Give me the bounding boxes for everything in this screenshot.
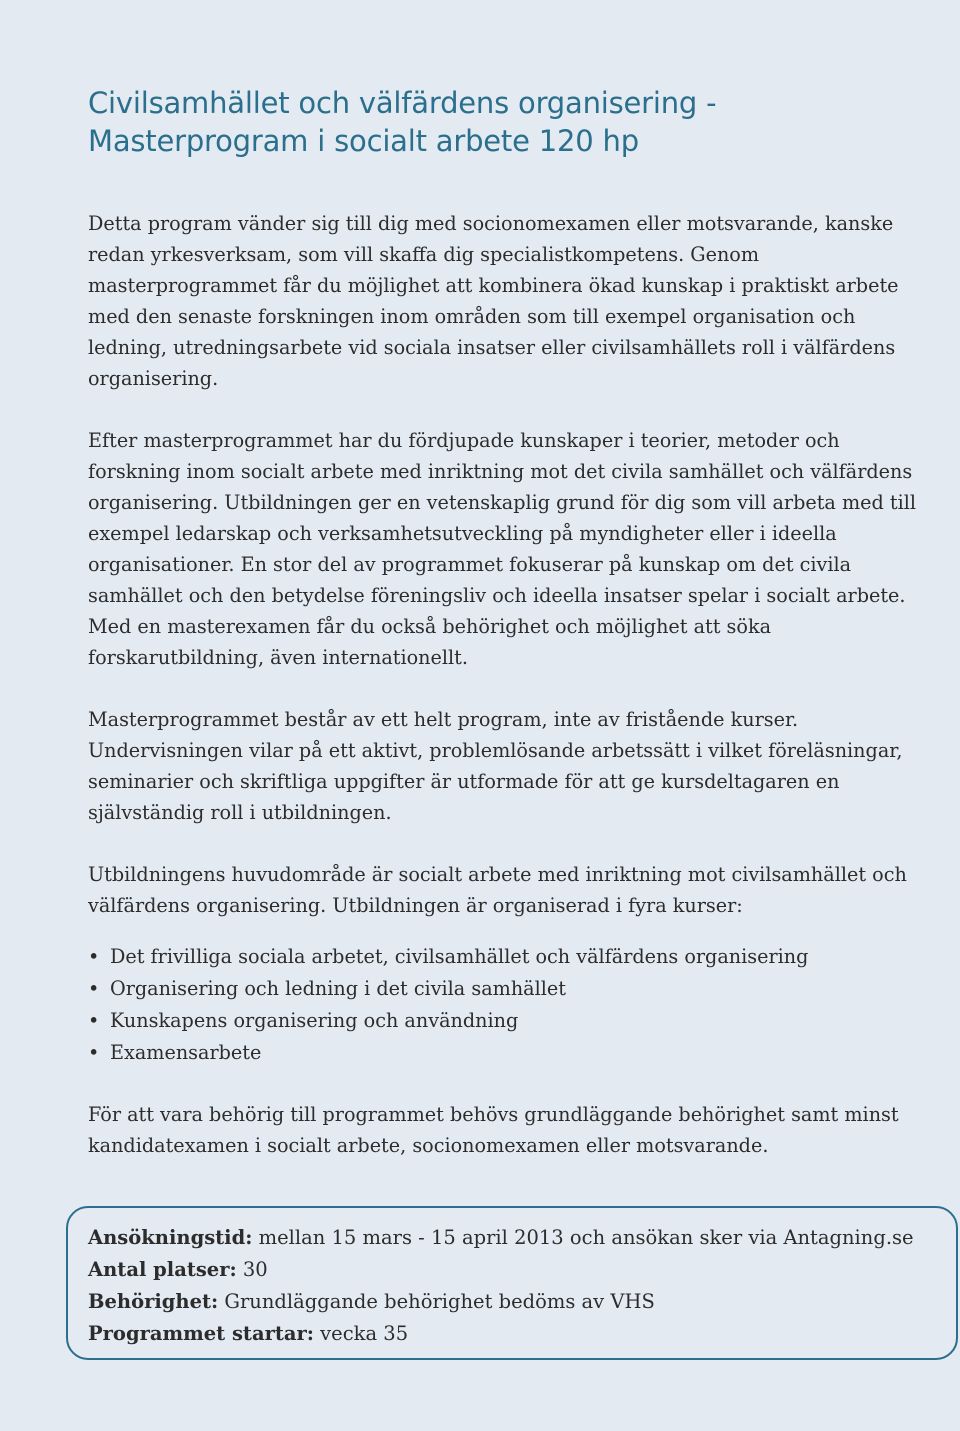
eligibility-paragraph: För att vara behörig till programmet behövs grundläggande behörighet samt minst kandidatexamen i socialt arbete, socionomexamen eller motsvarande. [88,1103,899,1157]
course-title: Organisering och ledning i det civila samhället [110,977,566,1000]
course-title: Kunskapens organisering och användning [110,1009,519,1032]
course-title: Examensarbete [110,1041,262,1064]
application-info-box [66,1206,958,1360]
places-label: Antal platser: [88,1258,237,1281]
page-title [88,84,908,160]
eligibility-row [88,1286,956,1318]
start-row [88,1318,956,1350]
main-field-paragraph: Utbildningens huvudområde är socialt arbete med inriktning mot civilsamhället och välfärdens organisering. Utbildningen är organiserad i fyra kurser: [88,863,907,917]
start-value: vecka 35 [313,1322,409,1345]
title-line-1: Civilsamhället och välfärdens organisering - [88,86,717,120]
bullet-icon: • [88,1009,100,1032]
bullet-icon: • [88,1041,100,1064]
intro-paragraph: Detta program vänder sig till dig med socionomexamen eller motsvarande, kanske redan yrkesverksam, som vill skaffa dig specialistkompetens. Genom masterprogrammet får du möjlighet att kombinera ökad kunskap i praktiskt arbete med den senaste forskningen inom områden som till exempel organisation och ledning, utredningsarbete vid sociala insatser eller civilsamhällets roll i välfärdens organisering. [88,212,899,390]
start-label: Programmet startar: [88,1322,314,1345]
teaching-paragraph: Masterprogrammet består av ett helt program, inte av fristående kurser. Undervisningen vilar på ett aktivt, problemlösande arbetssätt i vilket föreläsningar, seminarier och skriftliga uppgifter är utformade för att ge kursdeltagaren en självständig roll i utbildningen. [88,708,903,824]
outcomes-paragraph: Efter masterprogrammet har du fördjupade kunskaper i teorier, metoder och forskning inom socialt arbete med inriktning mot det civila samhället och välfärdens organisering. Utbildningen ger en vetenskaplig grund för dig som vill arbeta med till exempel ledarskap och verksamhetsutveckling på myndigheter eller i ideella organisationer. En stor del av programmet fokuserar på kunskap om det civila samhället och den betydelse föreningsliv och ideella insatser spelar i socialt arbete. Med en masterexamen får du också behörighet och möjlighet att söka forskarutbildning, även internationellt. [88,429,917,669]
bullet-icon: • [88,977,100,1000]
title-line-2: Masterprogram i socialt arbete 120 hp [88,124,639,158]
places-value: 30 [236,1258,268,1281]
application-period-label: Ansökningstid: [88,1226,253,1249]
course-list-item [88,973,938,1005]
course-list-item [88,1037,938,1069]
eligibility-value: Grundläggande behörighet bedöms av VHS [218,1290,655,1313]
application-period-value: mellan 15 mars - 15 april 2013 och ansökan sker via Antagning.se [252,1226,914,1249]
application-period-row [88,1222,956,1254]
course-list-item [88,941,938,973]
eligibility-label: Behörighet: [88,1290,219,1313]
bullet-icon: • [88,945,100,968]
course-list [88,941,938,1069]
places-row [88,1254,956,1286]
program-description [88,208,938,1192]
course-title: Det frivilliga sociala arbetet, civilsamhället och välfärdens organisering [110,945,809,968]
course-list-item [88,1005,938,1037]
